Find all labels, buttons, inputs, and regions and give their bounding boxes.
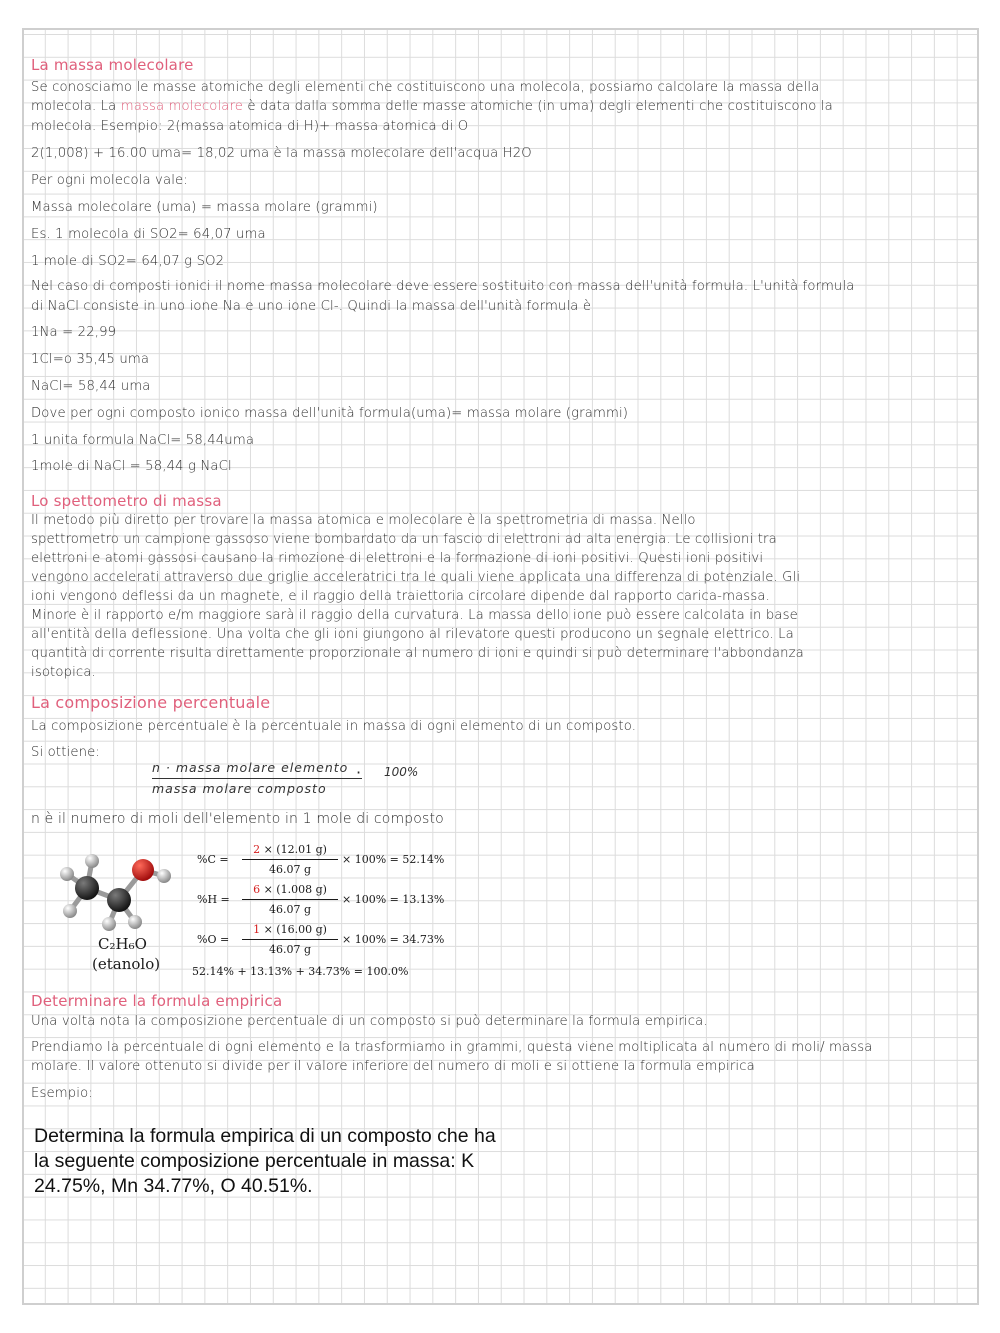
calc-coefficient: 6 xyxy=(253,883,261,896)
calc-fraction-bar xyxy=(242,939,338,940)
calc-numerator xyxy=(242,883,338,896)
heading-massa-molecolare: La massa molecolare xyxy=(31,56,194,74)
calc-label: %O = xyxy=(197,933,230,946)
fraction-denominator: massa molare composto xyxy=(152,781,327,796)
text-line: quantità di corrente risulta direttamente proporzionale al numero di ioni e quindi si può determinare l'abbondanza xyxy=(31,646,804,661)
text-line: NaCl= 58,44 uma xyxy=(31,379,151,394)
text-line: 1mole di NaCl = 58,44 g NaCl xyxy=(31,459,232,474)
ethanol-molecule-image xyxy=(50,848,180,933)
text-line: Per ogni molecola vale: xyxy=(31,173,188,188)
text-line: di NaCl consiste in uno ione Na e uno ione Cl-. Quindi la massa dell'unità formula è xyxy=(31,299,592,314)
text-line: molecola. Esempio: 2(massa atomica di H)+ massa atomica di O xyxy=(31,119,469,134)
text-line: Esempio: xyxy=(31,1086,93,1101)
text-line: Prendiamo la percentuale di ogni elemento e la trasformiamo in grammi, questa viene moltiplicata al numero di moli/ massa xyxy=(31,1040,873,1055)
heading-spettrometro: Lo spettometro di massa xyxy=(31,492,222,510)
calc-mass: × (16.00 g) xyxy=(260,923,327,936)
highlight-term: massa molecolare xyxy=(120,99,244,114)
fraction-bar xyxy=(152,778,362,779)
calc-numerator xyxy=(242,923,338,936)
text-line xyxy=(31,97,833,116)
calc-label: %C = xyxy=(197,853,229,866)
text-line: ioni vengono deflessi da un magnete, e il raggio della traiettoria circolare dipende dal rapporto carica-massa. xyxy=(31,589,770,604)
calc-coefficient: 2 xyxy=(253,843,261,856)
text-segment: è data dalla somma delle masse atomiche (in uma) degli elementi che costituiscono la xyxy=(243,99,833,114)
text-line: 1 unita formula NaCl= 58,44uma xyxy=(31,433,255,448)
text-line: Nel caso di composti ionici il nome massa molecolare deve essere sostituito con massa dell'unità formula. L'unità formula xyxy=(31,279,855,294)
carbon-atom xyxy=(75,876,99,900)
text-line: Una volta nota la composizione percentuale di un composto si può determinare la formula empirica. xyxy=(31,1014,708,1029)
text-line: elettroni e atomi gassosi causano la rimozione di elettroni e la formazione di ioni positivi. Questi ioni positivi xyxy=(31,551,764,566)
calc-coefficient: 1 xyxy=(253,923,261,936)
calc-label: %H = xyxy=(197,893,230,906)
text-line: 1Cl=o 35,45 uma xyxy=(31,352,150,367)
oxygen-atom xyxy=(132,859,154,881)
heading-composizione: La composizione percentuale xyxy=(31,693,271,712)
text-line: 1 mole di SO2= 64,07 g SO2 xyxy=(31,254,225,269)
text-line: Es. 1 molecola di SO2= 64,07 uma xyxy=(31,227,266,242)
calc-denominator: 46.07 g xyxy=(268,863,312,876)
calc-denominator: 46.07 g xyxy=(268,903,312,916)
calc-mass: × (12.01 g) xyxy=(260,843,327,856)
calc-fraction-bar xyxy=(242,899,338,900)
text-line: Dove per ogni composto ionico massa dell'unità formula(uma)= massa molare (grammi) xyxy=(31,406,629,421)
text-line: La composizione percentuale è la percentuale in massa di ogni elemento di un composto. xyxy=(31,719,637,734)
carbon-atom xyxy=(107,888,131,912)
text-line: Minore è il rapporto e/m maggiore sarà il raggio della curvatura. La massa dello ione può essere calcolata in base xyxy=(31,608,798,623)
calc-result: × 100% = 13.13% xyxy=(342,893,445,906)
text-line: all'entità della deflessione. Una volta che gli ioni giungono al rilevatore questi producono un segnale elettrico. La xyxy=(31,627,794,642)
molecule-formula: C₂H₆O xyxy=(98,935,147,953)
text-line: Il metodo più diretto per trovare la massa atomica e molecolare è la spettrometria di massa. Nello xyxy=(31,513,696,528)
calc-mass: × (1.008 g) xyxy=(260,883,327,896)
percent-sum: 52.14% + 13.13% + 34.73% = 100.0% xyxy=(192,965,409,978)
notebook-grid-page xyxy=(22,28,979,1305)
example-problem-text: Determina la formula empirica di un composto che ha la seguente composizione percentuale in massa: K 24.75%, Mn 34.77%, O 40.51%. xyxy=(34,1125,496,1197)
text-line: Se conosciamo le masse atomiche degli elementi che costituiscono una molecola, possiamo calcolare la massa della xyxy=(31,80,820,95)
calc-denominator: 46.07 g xyxy=(268,943,312,956)
text-line: isotopica. xyxy=(31,665,96,680)
text-line: 2(1,008) + 16.00 uma= 18,02 uma è la massa molecolare dell'acqua H2O xyxy=(31,146,532,161)
fraction-numerator: n · massa molare elemento xyxy=(152,760,349,775)
text-line: Massa molecolare (uma) = massa molare (grammi) xyxy=(31,200,378,215)
heading-formula-empirica: Determinare la formula empirica xyxy=(31,992,283,1010)
percent-formula-fraction xyxy=(152,760,362,796)
calc-fraction-bar xyxy=(242,859,338,860)
calc-result: × 100% = 52.14% xyxy=(342,853,445,866)
text-line: n è il numero di moli dell'elemento in 1 mole di composto xyxy=(31,811,444,827)
text-line: spettrometro un campione gassoso viene bombardato da un fascio di elettroni ad alta energia. Le collisioni tra xyxy=(31,532,777,547)
calc-numerator xyxy=(242,843,338,856)
text-line: molare. Il valore ottenuto si divide per il valore inferiore del numero di moli e si ottiene la formula empirica xyxy=(31,1059,755,1074)
text-line: Si ottiene: xyxy=(31,745,100,760)
multiply-dot: · xyxy=(356,763,362,782)
calc-result: × 100% = 34.73% xyxy=(342,933,445,946)
text-segment: molecola. La xyxy=(31,99,121,114)
text-line: 1Na = 22,99 xyxy=(31,325,117,340)
molecule-name: (etanolo) xyxy=(92,955,161,973)
hundred-percent: 100% xyxy=(384,765,419,779)
text-line: vengono accelerati attraverso due griglie acceleratrici tra le quali viene applicata una differenza di potenziale. Gli xyxy=(31,570,801,585)
